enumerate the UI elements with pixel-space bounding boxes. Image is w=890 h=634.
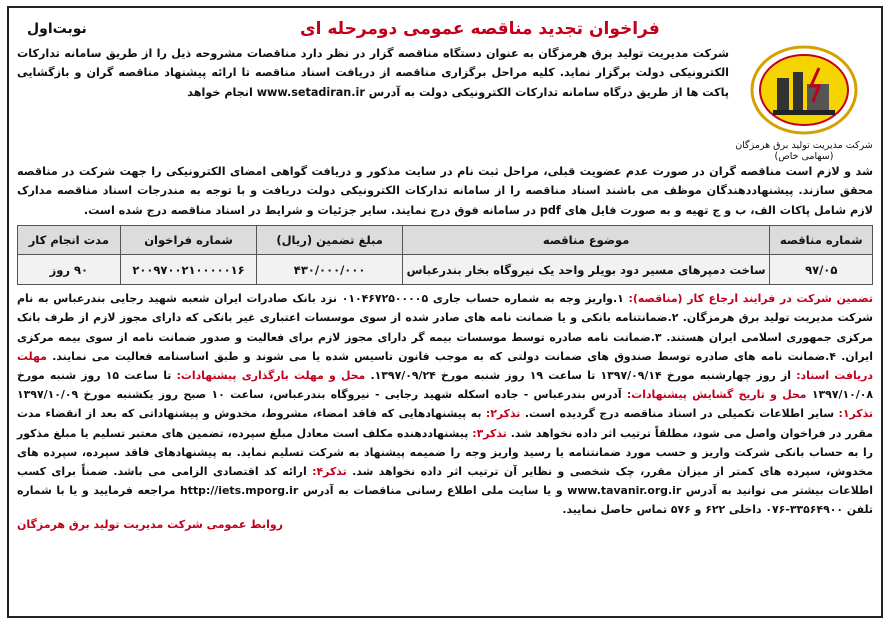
opening-text: آدرس بندرعباس - جاده اسکله شهید رجایی - نیروگاه بندرعباس، ساعت ۱۰ صبح روز یکشنبه مورخ ۱۳۹۷/۱۰/۰۹ bbox=[17, 388, 622, 402]
header-work-duration: مدت انجام کار bbox=[18, 226, 121, 255]
intro-paragraph: شرکت مدیریت تولید برق هرمزگان به عنوان دستگاه مناقصه گزار در نظر دارد مناقصات مشروحه ذیل را از طریق سامانه تدارکات الکترونیکی دولت برگزار نماید. کلیه مراحل برگزاری مناقصه از دریافت اسناد مناقصه تا ارائه پیشنهاد مناقصه گران و بازگشایی پاکت ها از طریق درگاه سامانه تدارکات الکترونیکی دولت به آدرس www.setadiran.ir انجام خواهد bbox=[17, 47, 729, 99]
logo-caption-type: (سهامی خاص) bbox=[774, 151, 834, 162]
opening-label: محل و تاریخ گشایش پیشنهادات: bbox=[626, 388, 807, 402]
header-guarantee-amount: مبلغ تضمین (ریال) bbox=[257, 226, 402, 255]
cell-work-duration: ۹۰ روز bbox=[18, 255, 121, 285]
header-call-number: شماره فراخوان bbox=[120, 226, 257, 255]
public-relations-signature: روابط عمومی شرکت مدیریت تولید برق هرمزگان bbox=[17, 517, 284, 531]
note2-label: تذکر۲: bbox=[485, 407, 521, 421]
guarantee-label: تضمین شرکت در فرایند ارجاع کار (مناقصه): bbox=[628, 292, 873, 306]
cell-call-number: ۲۰۰۹۷۰۰۲۱۰۰۰۰۰۱۶ bbox=[120, 255, 257, 285]
note1-text: سایر اطلاعات تکمیلی در اسناد مناقصه درج گردیده است. bbox=[524, 407, 835, 421]
header bbox=[17, 14, 873, 44]
cell-guarantee-amount: ۴۳۰/۰۰۰/۰۰۰ bbox=[257, 255, 402, 285]
header-tender-number: شماره مناقصه bbox=[770, 226, 873, 255]
note2-text: به پیشنهادهایی که فاقد امضاء، مشروط، مخدوش و پیشنهاداتی که بعد از انقضاء مدت مقرر در فراخوان واصل می شود، مطلقاً ترتیب اثر داده نخواهد شد. bbox=[17, 407, 874, 440]
guarantee-text: ۱.واریز وجه به شماره حساب جاری ۰۱۰۴۶۷۲۵۰۰۰۰۵ نزد بانک صادرات ایران شعبه شهید رجایی بندرعباس به نام شرکت مدیریت تولید برق هرمزگان. ۲.ضمانتنامه بانکی و یا ضمانت نامه های صادر شده از سوی موسسات اعتباری غیر بانکی که دارای مجوز لازم از طرف بانک مرکزی جمهوری اسلامی ایران هستند. ۳.ضمانت نامه صادره توسط موسسات بیمه گر دارای مجوز لازم برای فعالیت و صدور ضمانت نامه از سوی بیمه مرکزی ایران. ۴.ضمانت نامه های صادره توسط صندوق های ضمانت دولتی که به موجب قانون تاسیس شده یا می شوند و طبق اساسنامه فعالیت می نمایند. bbox=[17, 292, 874, 363]
note3-text: پیشنهاددهنده مکلف است معادل مبلغ سپرده، تضمین های معتبر تسلیم یا مبلغ مذکور را به حساب بانکی شرکت واریز و حسب مورد ضمانتنامه یا رسید واریز وجه را ضمیمه پیشنهاد به شرکت تسلیم نماید. به پیشنهادهای فاقد سپرده، سپرده های مخدوش، سپرده های کمتر از میزان مقرر، چک شخصی و نظایر آن ترتیب اثر داده نخواهد شد. bbox=[17, 426, 873, 479]
round-label: نوبت‌اول bbox=[27, 21, 87, 37]
intro-paragraph-continued: شد و لازم است مناقصه گران در صورت عدم عضویت قبلی، مراحل ثبت نام در سایت مذکور و دریافت گواهی امضای الکترونیکی را جهت شرکت در مناقصه محقق سازند. پیشنهاددهندگان موظف می باشند اسناد مناقصه را از سامانه تدارکات الکترونیکی دولت دریافت و با توجه به مندرجات اسناد مناقصه مدارک لازم شامل پاکات الف، ب و ج تهیه و به صورت فایل های pdf در سامانه فوق درج نمایند. سایر جزئیات و شرایط در اسناد مناقصه درج شده است. bbox=[17, 165, 873, 217]
tender-table-header bbox=[18, 226, 873, 255]
tender-notice bbox=[7, 6, 883, 618]
note4-text: ارائه کد اقتصادی الزامی می باشد. ضمناً برای کسب اطلاعات بیشتر می توانید به آدرس www.tavanir.org.ir و یا سایت ملی اطلاع رسانی مناقصات به آدرس http://iets.mporg.ir مراجعه فرمایید و یا با شماره تلفن ۳۳۵۶۴۹۰۰-۰۷۶ داخلی ۶۲۲ و ۵۷۶ تماس حاصل نمایید. bbox=[17, 465, 873, 517]
intro-section bbox=[17, 44, 873, 162]
submit-text: تا ساعت ۱۵ روز شنبه مورخ ۱۳۹۷/۱۰/۰۸ bbox=[17, 369, 874, 402]
cell-tender-number: ۹۷/۰۵ bbox=[770, 255, 873, 285]
note1-label: تذکر۱: bbox=[838, 407, 874, 421]
deadline-label: مهلت دریافت اسناد: bbox=[17, 349, 873, 383]
deadline-text: از روز چهارشنبه مورخ ۱۳۹۷/۰۹/۱۴ تا ساعت ۱۹ روز شنبه مورخ ۱۳۹۷/۰۹/۲۴. bbox=[370, 369, 791, 383]
cell-tender-subject: ساخت دمپرهای مسیر دود بویلر واحد یک نیروگاه بخار بندرعباس bbox=[402, 255, 770, 285]
notice-title: فراخوان تجدید مناقصه عمومی دومرحله ای bbox=[300, 19, 660, 39]
submit-label: محل و مهلت بارگذاری پیشنهادات: bbox=[176, 369, 366, 383]
tender-table bbox=[17, 225, 873, 285]
conditions-text bbox=[17, 289, 873, 519]
table-row bbox=[18, 255, 873, 285]
note4-label: تذکر۴: bbox=[312, 465, 347, 479]
logo-caption-company: شرکت مدیریت تولید برق هرمزگان bbox=[735, 140, 873, 151]
company-logo-block bbox=[735, 44, 873, 162]
note3-label: تذکر۳: bbox=[472, 426, 507, 440]
header-tender-subject: موضوع مناقصه bbox=[402, 226, 770, 255]
power-plant-logo-icon bbox=[749, 44, 859, 136]
